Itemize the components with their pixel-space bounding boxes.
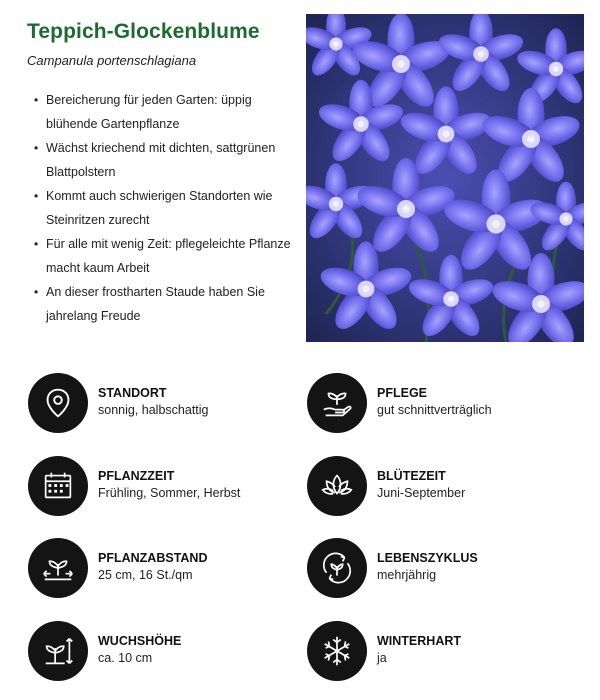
lotus-flower-icon: [307, 456, 367, 516]
plant-cycle-icon: [307, 538, 367, 598]
feature-label: PFLANZABSTAND: [98, 551, 208, 565]
snowflake-icon: [307, 621, 367, 681]
bullet-item: • Kommt auch schwierigen Standorten wie Steinritzen zurecht: [34, 184, 294, 232]
bullet-item: • Bereicherung für jeden Garten: üppig blühende Gartenpflanze: [34, 88, 294, 136]
feature-pflege: [307, 373, 567, 435]
feature-value: ja: [377, 651, 387, 665]
feature-winterhart: [307, 621, 567, 683]
plant-height-icon: [28, 621, 88, 681]
feature-value: mehrjährig: [377, 568, 437, 582]
feature-bluetezeit: [307, 456, 567, 518]
feature-label: LEBENSZYKLUS: [377, 551, 478, 565]
product-photo: [306, 14, 584, 342]
bullet-item: • An dieser frostharten Staude haben Sie jahrelang Freude: [34, 280, 294, 328]
product-title: Teppich-Glockenblume: [27, 20, 260, 43]
feature-value: sonnig, halbschattig: [98, 403, 209, 417]
location-pin-icon: [28, 373, 88, 433]
feature-pflanzabstand: [28, 538, 288, 600]
calendar-icon: [28, 456, 88, 516]
botanical-name: Campanula portenschlagiana: [27, 53, 197, 68]
bellflower-image: [306, 14, 584, 342]
bullet-item: • Für alle mit wenig Zeit: pflegeleichte Pflanze macht kaum Arbeit: [34, 232, 294, 280]
feature-label: PFLANZZEIT: [98, 469, 175, 483]
feature-value: Frühling, Sommer, Herbst: [98, 486, 241, 500]
feature-label: STANDORT: [98, 386, 167, 400]
feature-wuchshoehe: [28, 621, 288, 683]
feature-standort: [28, 373, 288, 435]
feature-value: Juni-September: [377, 486, 466, 500]
feature-bullet-list: [34, 88, 294, 328]
plant-spacing-icon: [28, 538, 88, 598]
feature-pflanzzeit: [28, 456, 288, 518]
feature-label: WINTERHART: [377, 634, 462, 648]
feature-value: gut schnittverträglich: [377, 403, 492, 417]
feature-label: BLÜTEZEIT: [377, 469, 446, 483]
feature-label: PFLEGE: [377, 386, 428, 400]
bullet-item: • Wächst kriechend mit dichten, sattgrünen Blattpolstern: [34, 136, 294, 184]
feature-value: 25 cm, 16 St./qm: [98, 568, 193, 582]
hand-sprout-icon: [307, 373, 367, 433]
feature-lebenszyklus: [307, 538, 567, 600]
feature-label: WUCHSHÖHE: [98, 634, 182, 648]
feature-value: ca. 10 cm: [98, 651, 153, 665]
